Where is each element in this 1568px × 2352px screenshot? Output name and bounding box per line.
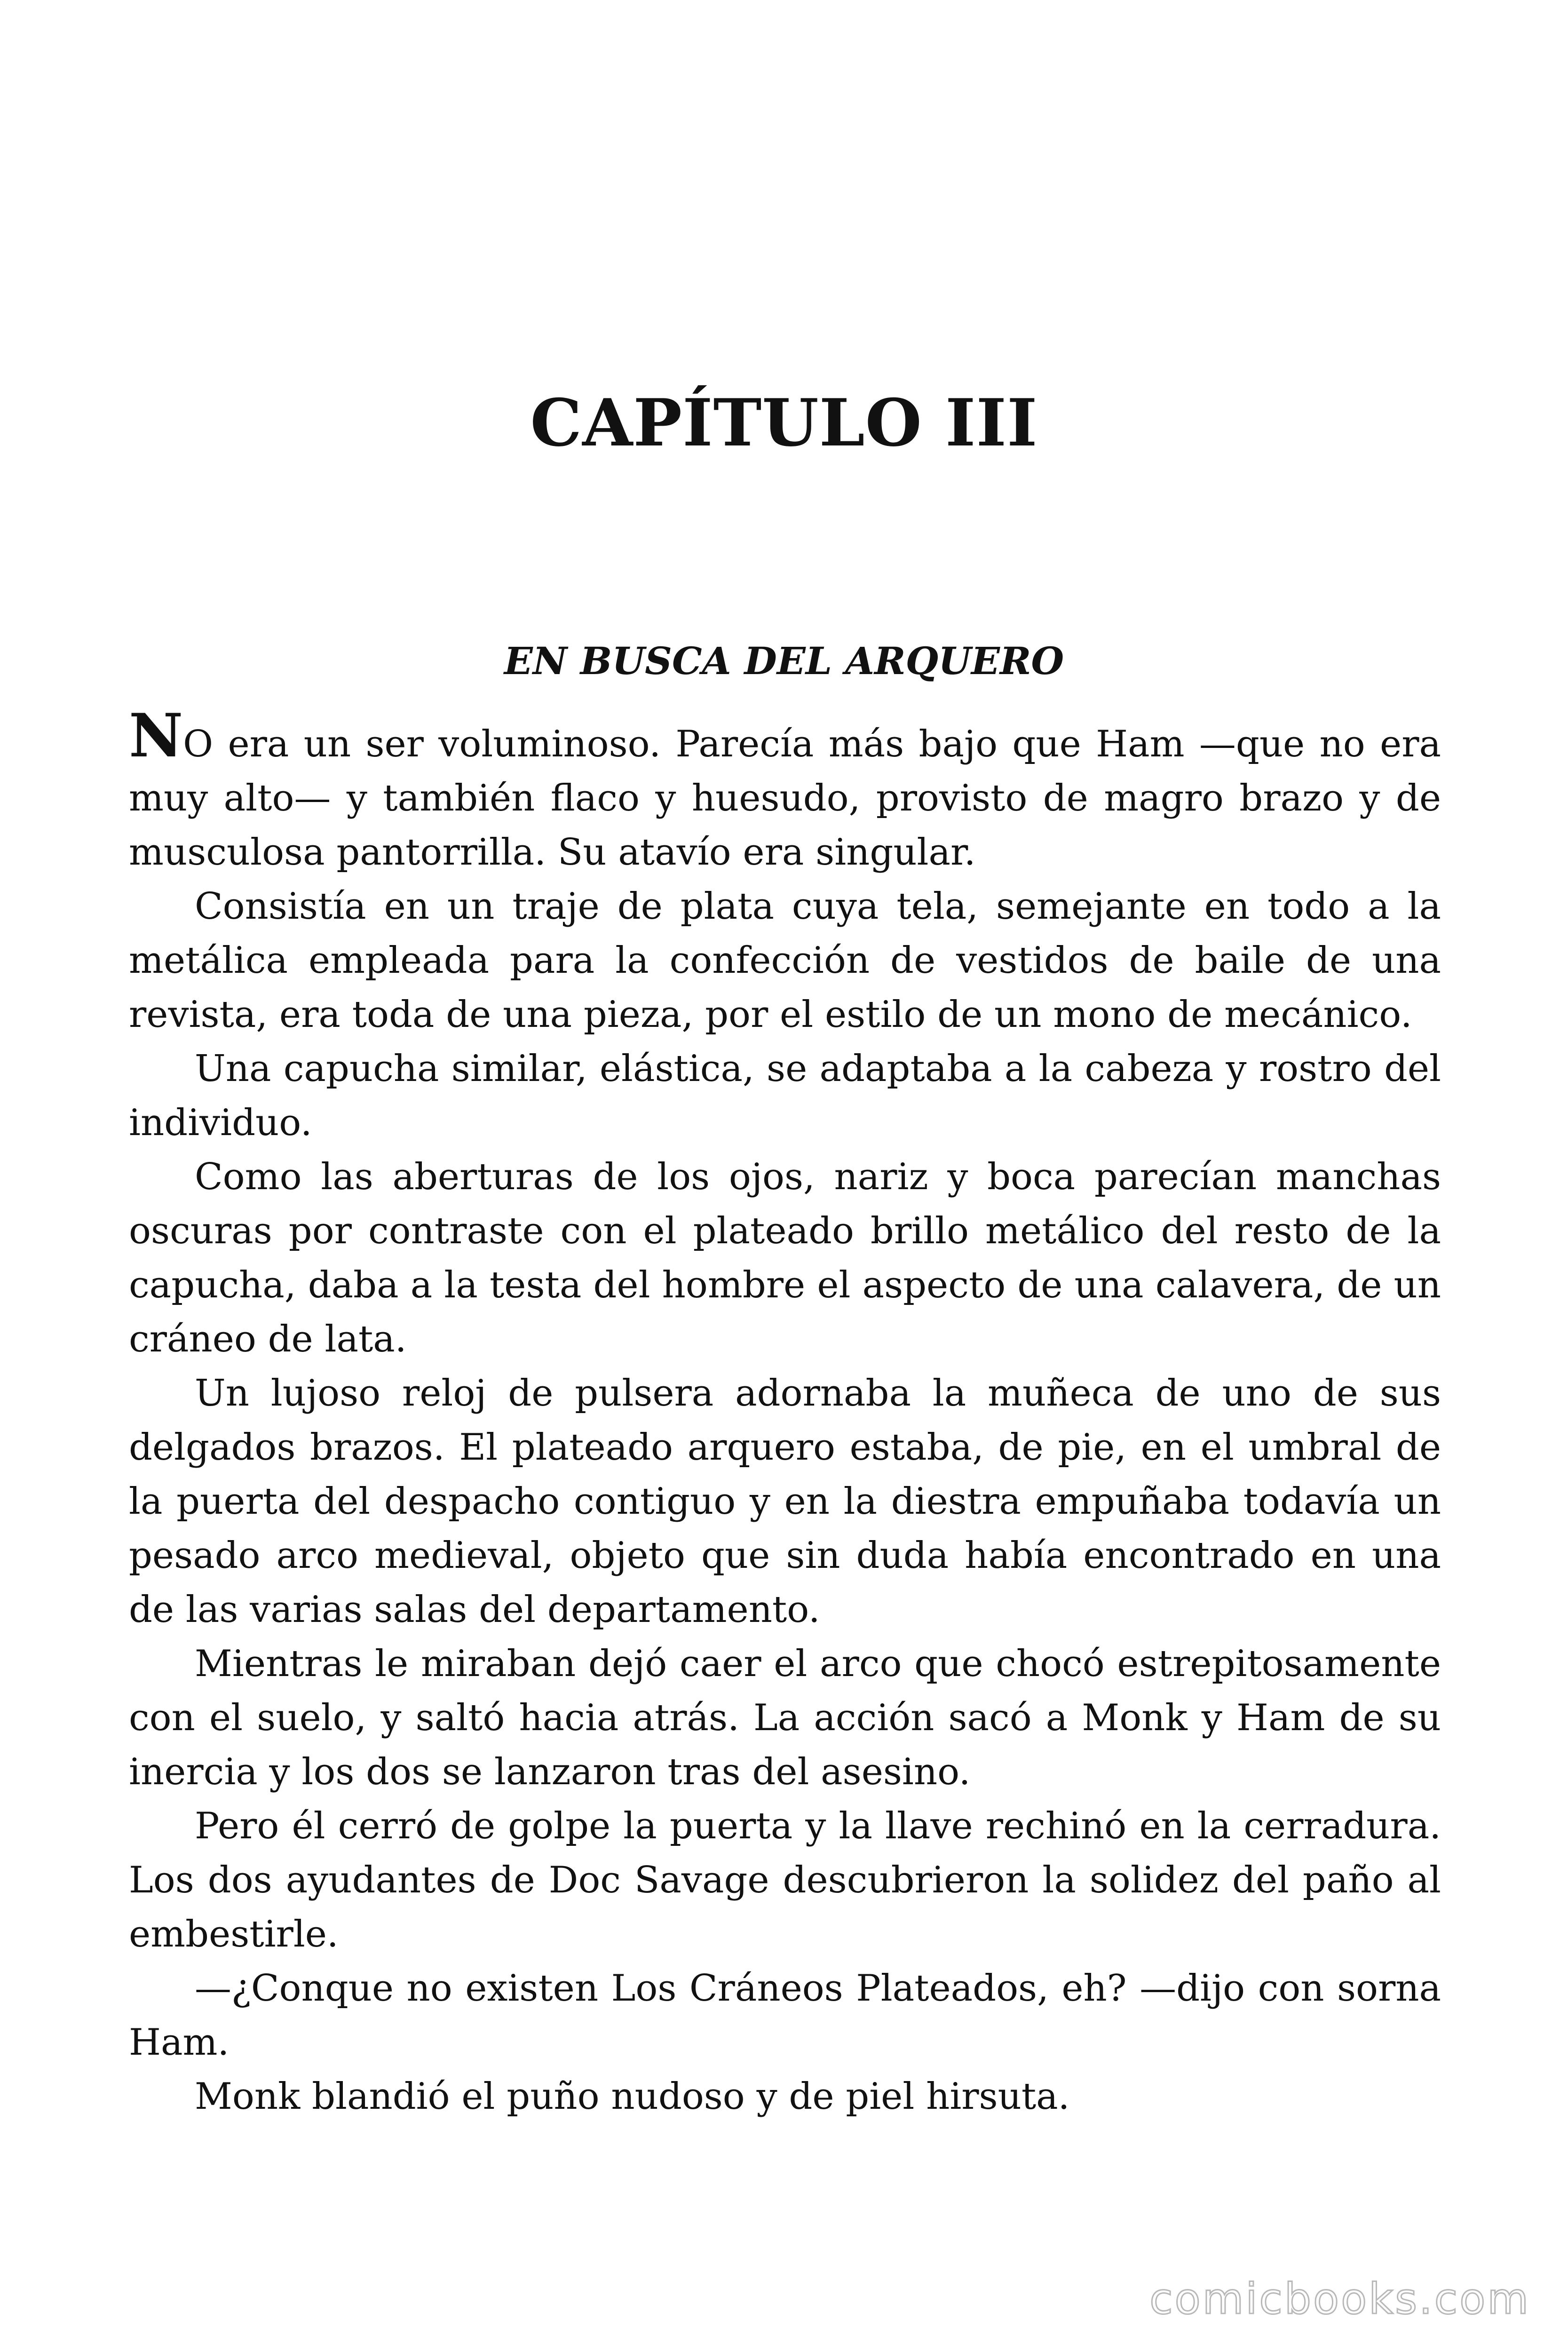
- paragraph: —¿Conque no existen Los Cráneos Plateados, eh? —dijo con sorna Ham.: [129, 1967, 1441, 2064]
- watermark: comicbooks.com: [1149, 2274, 1530, 2324]
- paragraph: Un lujoso reloj de pulsera adornaba la muñeca de uno de sus delgados brazos. El plateado arquero estaba, de pie, en el umbral de la puerta del despacho contiguo y en la diestra empuñaba todavía un pesado arco medieval, objeto que sin duda había encontrado en una de las varias salas del departamento.: [129, 1372, 1441, 1631]
- chapter-title: CAPÍTULO III: [530, 384, 1038, 461]
- paragraph: Mientras le miraban dejó caer el arco que chocó estrepitosamente con el suelo, y saltó hacia atrás. La acción sacó a Monk y Ham de su inercia y los dos se lanzaron tras del asesino.: [129, 1643, 1441, 1793]
- paragraph: Pero él cerró de golpe la puerta y la llave rechinó en la cerradura. Los dos ayudantes de Doc Savage descubrieron la solidez del paño al embestirle.: [129, 1805, 1441, 1955]
- drop-cap: N: [129, 701, 183, 771]
- paragraph-text: O era un ser voluminoso. Parecía más bajo que Ham —que no era muy alto— y también flaco y huesudo, provisto de magro brazo y de musculosa pantorrilla. Su atavío era singular.: [129, 723, 1441, 874]
- paragraph: Una capucha similar, elástica, se adaptaba a la cabeza y rostro del individuo.: [129, 1048, 1441, 1144]
- chapter-subtitle: EN BUSCA DEL ARQUERO: [504, 639, 1064, 683]
- paragraph: Como las aberturas de los ojos, nariz y boca parecían manchas oscuras por contraste con el plateado brillo metálico del resto de la capucha, daba a la testa del hombre el aspecto de una calavera, de un cráneo de lata.: [129, 1156, 1441, 1360]
- chapter-body: [129, 701, 1441, 2124]
- paragraph: Monk blandió el puño nudoso y de piel hirsuta.: [195, 2075, 1070, 2118]
- paragraph: [129, 701, 1441, 880]
- paragraph: Consistía en un traje de plata cuya tela, semejante en todo a la metálica empleada para la confección de vestidos de baile de una revista, era toda de una pieza, por el estilo de un mono de mecánico.: [129, 885, 1441, 1036]
